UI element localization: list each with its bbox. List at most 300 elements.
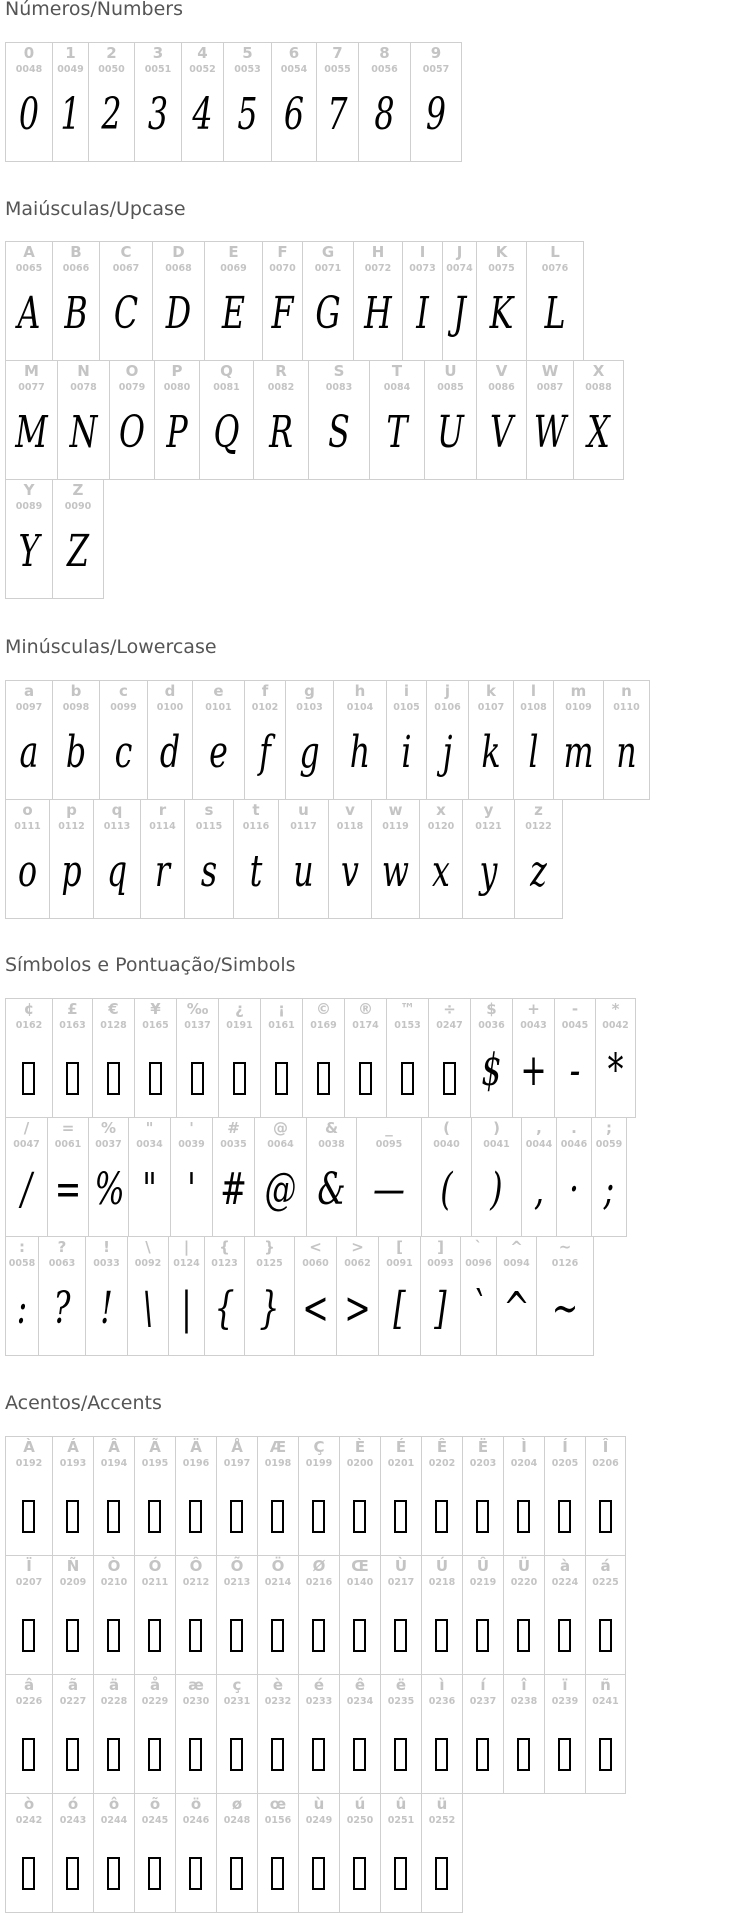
glyph-character-label: V [495,362,508,380]
glyph-cell [52,42,89,162]
glyph-character-label: ' [189,1119,194,1137]
glyph-character-label: k [486,682,496,700]
handwritten-glyph: E [221,288,246,339]
glyph-character-label: æ [188,1676,204,1694]
handwritten-glyph: , [533,1164,545,1215]
glyph-cell [573,360,624,480]
glyph-cell [223,42,272,162]
missing-glyph-box [148,1738,161,1771]
missing-glyph-box [435,1857,448,1890]
glyph-character-label: v [345,801,355,819]
glyph-code-label: 0226 [15,1696,43,1707]
glyph-code-label: 0101 [205,702,232,713]
handwritten-glyph: G [315,288,341,339]
glyph-code-label: 0137 [184,1020,211,1031]
missing-glyph-box [271,1500,284,1533]
glyph-code-label: 0165 [142,1020,169,1031]
glyph-cell [175,1674,217,1794]
glyph-character-label: | [183,1238,190,1256]
missing-glyph-box [517,1500,530,1533]
glyph-cell [176,998,219,1118]
glyph-cell [47,1117,89,1237]
glyph-cell [134,1674,176,1794]
glyph-cell [154,360,200,480]
glyph-code-label: 0049 [57,64,84,75]
glyph-cell [460,1236,497,1356]
handwritten-glyph: W [533,407,567,458]
handwritten-glyph: \ [142,1283,154,1334]
handwritten-glyph: $ [481,1045,502,1096]
glyph-character-label: m [570,682,587,700]
glyph-cell [49,799,94,919]
glyph-cell [328,799,372,919]
glyph-code-label: 0045 [561,1020,589,1031]
glyph-character-label: X [592,362,605,380]
missing-glyph-box [271,1619,284,1652]
glyph-character-label: À [23,1438,35,1456]
glyph-cell [257,1436,299,1556]
glyph-code-label: 0247 [436,1020,463,1031]
glyph-cell [462,799,515,919]
missing-glyph-box [435,1500,448,1533]
glyph-cell [585,1436,626,1556]
glyph-cell [88,42,135,162]
glyph-code-label: 0098 [62,702,90,713]
glyph-code-label: 0053 [234,64,261,75]
missing-glyph-box [394,1619,407,1652]
handwritten-glyph: { [214,1283,235,1334]
glyph-code-label: 0035 [220,1139,247,1150]
glyph-code-label: 0112 [58,821,85,832]
glyph-cell [536,1236,594,1356]
glyph-code-label: 0196 [182,1458,210,1469]
glyph-cell [52,241,100,361]
glyph-code-label: 0084 [383,382,411,393]
handwritten-glyph: x [432,846,450,897]
glyph-cell [216,1436,258,1556]
glyph-character-label: p [66,801,77,819]
glyph-character-label: œ [269,1795,287,1813]
glyph-character-label: ü [436,1795,448,1813]
missing-glyph-box [22,1619,35,1652]
glyph-cell [316,42,359,162]
glyph-cell [134,998,177,1118]
glyph-cell [380,1674,422,1794]
glyph-code-label: 0072 [364,263,392,274]
glyph-cell [52,998,93,1118]
glyph-character-label: Í [562,1438,568,1456]
glyph-code-label: 0220 [510,1577,538,1588]
missing-glyph-box [359,1062,372,1095]
glyph-cell [421,1674,463,1794]
glyph-character-label: ÷ [443,1000,456,1018]
glyph-character-label: ï [562,1676,568,1694]
glyph-cell [421,1436,463,1556]
glyph-code-label: 0063 [48,1258,76,1269]
glyph-cell [278,799,329,919]
handwritten-glyph: · [568,1164,580,1215]
glyph-code-label: 0232 [264,1696,292,1707]
missing-glyph-box [149,1062,162,1095]
handwritten-glyph: O [119,407,145,458]
glyph-cell [333,680,387,800]
glyph-character-label: Ù [394,1557,408,1575]
glyph-character-label: J [456,243,463,261]
handwritten-glyph: y [479,846,498,897]
glyph-code-label: 0060 [302,1258,329,1269]
handwritten-glyph: C [113,288,139,339]
glyph-cell [233,799,279,919]
glyph-code-label: 0052 [189,64,216,75]
missing-glyph-box [107,1062,120,1095]
glyph-cell [339,1674,381,1794]
handwritten-glyph: ? [53,1283,71,1334]
glyph-character-label: 5 [242,44,253,62]
glyph-code-label: 0205 [551,1458,579,1469]
glyph-code-label: 0097 [15,702,43,713]
missing-glyph-box [22,1062,35,1095]
glyph-cell [127,1236,169,1356]
glyph-character-label: _ [385,1119,393,1137]
handwritten-glyph: ! [100,1283,113,1334]
glyph-code-label: 0115 [195,821,223,832]
glyph-code-label: 0192 [15,1458,43,1469]
glyph-code-label: 0193 [59,1458,87,1469]
glyph-cell [298,1793,340,1913]
glyph-character-label: Ô [189,1557,203,1575]
glyph-code-label: 0037 [95,1139,122,1150]
glyph-code-label: 0206 [592,1458,619,1469]
glyph-code-label: 0091 [386,1258,413,1269]
glyph-character-label: { [219,1238,230,1256]
glyph-code-label: 0078 [70,382,97,393]
glyph-character-label: 8 [379,44,390,62]
glyph-cell [93,1793,135,1913]
missing-glyph-box [353,1500,366,1533]
glyph-character-label: I [419,243,426,261]
glyph-character-label: Ó [148,1557,162,1575]
missing-glyph-box [189,1619,202,1652]
glyph-cell [253,360,309,480]
glyph-character-label: A [23,243,35,261]
handwritten-glyph: [ [393,1283,406,1334]
glyph-character-label: ] [437,1238,444,1256]
glyph-cell [306,1117,357,1237]
glyph-code-label: 0106 [434,702,461,713]
glyph-cell [204,241,263,361]
glyph-character-label: ? [57,1238,67,1256]
glyph-character-label: d [164,682,176,700]
glyph-cell [88,1117,129,1237]
handwritten-glyph: f [259,727,271,778]
glyph-code-label: 0120 [427,821,455,832]
glyph-character-label: Û [476,1557,490,1575]
handwritten-glyph: 4 [192,89,213,140]
handwritten-glyph: s [200,846,218,897]
handwritten-glyph: ~ [551,1283,579,1334]
glyph-code-label: 0203 [469,1458,497,1469]
glyph-character-label: 9 [430,44,442,62]
handwritten-glyph: h [349,727,371,778]
glyph-code-label: 0062 [344,1258,371,1269]
glyph-character-label: ú [354,1795,366,1813]
glyph-code-label: 0216 [305,1577,333,1588]
missing-glyph-box [312,1738,325,1771]
missing-glyph-box [353,1857,366,1890]
glyph-character-label: h [354,682,366,700]
glyph-code-label: 0204 [510,1458,538,1469]
glyph-code-label: 0212 [182,1577,210,1588]
handwritten-glyph: 1 [60,89,81,140]
glyph-character-label: õ [149,1795,161,1813]
handwritten-glyph: u [293,846,314,897]
handwritten-glyph: L [544,288,566,339]
glyph-code-label: 0237 [469,1696,497,1707]
glyph-character-label: H [371,243,385,261]
glyph-cell [216,1674,258,1794]
glyph-character-label: Â [108,1438,120,1456]
glyph-character-label: Ç [313,1438,325,1456]
glyph-code-label: 0248 [223,1815,251,1826]
glyph-character-label: q [111,801,123,819]
glyph-character-label: á [600,1557,611,1575]
glyph-cell [99,241,153,361]
glyph-code-label: 0195 [141,1458,169,1469]
glyph-code-label: 0110 [613,702,640,713]
glyph-character-label: È [354,1438,366,1456]
missing-glyph-box [599,1619,612,1652]
glyph-code-label: 0198 [264,1458,292,1469]
glyph-code-label: 0229 [141,1696,169,1707]
handwritten-glyph: V [490,407,513,458]
glyph-cell [5,1236,39,1356]
glyph-cell [308,360,370,480]
glyph-cell [85,1236,128,1356]
section-title-lowercase: Minúsculas/Lowercase [5,636,217,658]
missing-glyph-box [233,1062,246,1095]
glyph-character-label: Ä [190,1438,202,1456]
glyph-code-label: 0234 [346,1696,374,1707]
glyph-code-label: 0209 [59,1577,87,1588]
glyph-cell [420,1236,461,1356]
handwritten-glyph: — [373,1164,405,1215]
glyph-code-label: 0043 [520,1020,547,1031]
handwritten-glyph: J [453,288,466,339]
glyph-character-label: Æ [269,1438,287,1456]
glyph-character-label: å [149,1676,161,1694]
glyph-code-label: 0250 [346,1815,374,1826]
handwritten-glyph: A [17,288,41,339]
handwritten-glyph: - [569,1045,581,1096]
glyph-cell [212,1117,255,1237]
glyph-cell [358,42,411,162]
glyph-character-label: r [158,801,167,819]
glyph-code-label: 0033 [93,1258,120,1269]
glyph-code-label: 0046 [560,1139,588,1150]
glyph-cell [302,998,345,1118]
glyph-cell [147,680,193,800]
missing-glyph-box [66,1500,79,1533]
glyph-code-label: 0210 [100,1577,128,1588]
missing-glyph-box [394,1738,407,1771]
glyph-character-label: í [480,1676,486,1694]
glyph-cell [152,241,205,361]
glyph-cell [356,1117,422,1237]
glyph-cell [424,360,477,480]
glyph-cell [371,799,420,919]
glyph-character-label: l [530,682,537,700]
handwritten-glyph: z [530,846,547,897]
glyph-character-label: Y [23,481,35,499]
glyph-code-label: 0244 [100,1815,128,1826]
handwritten-glyph: H [364,288,392,339]
glyph-character-label: Ò [107,1557,121,1575]
glyph-cell [521,1117,557,1237]
handwritten-glyph: F [271,288,294,339]
glyph-code-label: 0066 [62,263,90,274]
glyph-code-label: 0201 [387,1458,415,1469]
missing-glyph-box [353,1619,366,1652]
glyph-cell [339,1793,381,1913]
glyph-code-label: 0123 [211,1258,238,1269]
glyph-character-label: f [261,682,269,700]
glyph-code-label: 0161 [268,1020,295,1031]
glyph-code-label: 0055 [324,64,351,75]
glyph-code-label: 0207 [15,1577,43,1588]
glyph-code-label: 0034 [136,1139,163,1150]
glyph-code-label: 0199 [305,1458,333,1469]
glyph-code-label: 0153 [394,1020,421,1031]
glyph-code-label: 0086 [488,382,515,393]
glyph-character-label: N [77,362,90,380]
glyph-code-label: 0174 [352,1020,379,1031]
glyph-cell [168,1236,205,1356]
glyph-character-label: ø [231,1795,243,1813]
handwritten-glyph: & [317,1164,346,1215]
glyph-code-label: 0243 [59,1815,87,1826]
glyph-cell [128,1117,171,1237]
glyph-cell [544,1436,586,1556]
glyph-character-label: 6 [288,44,300,62]
handwritten-glyph: a [19,727,39,778]
glyph-code-label: 0069 [220,263,247,274]
glyph-character-label: Ã [149,1438,161,1456]
glyph-cell [386,680,427,800]
glyph-character-label: " [145,1119,154,1137]
glyph-code-label: 0121 [475,821,502,832]
glyph-character-label: Ö [271,1557,285,1575]
glyph-cell [378,1236,421,1356]
glyph-code-label: 0105 [393,702,420,713]
glyph-character-label: t [252,801,260,819]
handwritten-glyph: < [302,1283,329,1334]
missing-glyph-box [558,1500,571,1533]
missing-glyph-box [148,1619,161,1652]
glyph-code-label: 0047 [13,1139,40,1150]
glyph-cell [496,1236,537,1356]
glyph-code-label: 0087 [536,382,564,393]
glyph-character-label: x [436,801,446,819]
glyph-character-label: ~ [558,1238,572,1256]
handwritten-glyph: " [142,1164,157,1215]
glyph-code-label: 0051 [144,64,172,75]
glyph-code-label: 0094 [503,1258,530,1269]
handwritten-glyph: i [401,727,412,778]
glyph-cell [5,1436,53,1556]
glyph-cell [421,1793,463,1913]
glyph-character-label: G [321,243,335,261]
glyph-cell [503,1436,545,1556]
glyph-character-label: £ [67,1000,78,1018]
glyph-cell [585,1674,626,1794]
missing-glyph-box [66,1738,79,1771]
glyph-character-label: ö [190,1795,202,1813]
glyph-character-label: & [324,1119,339,1137]
glyph-character-label: Q [220,362,233,380]
glyph-cell [92,998,135,1118]
glyph-code-label: 0073 [409,263,436,274]
handwritten-glyph: ` [470,1283,487,1334]
glyph-code-label: 0109 [565,702,592,713]
glyph-code-label: 0093 [427,1258,454,1269]
glyph-code-label: 0059 [595,1139,623,1150]
glyph-code-label: 0242 [15,1815,43,1826]
glyph-code-label: 0081 [213,382,240,393]
glyph-character-label: Ê [436,1438,448,1456]
glyph-code-label: 0227 [59,1696,87,1707]
handwritten-glyph: 2 [101,89,122,140]
handwritten-glyph: ) [490,1164,503,1215]
glyph-cell [5,998,53,1118]
missing-glyph-box [66,1062,79,1095]
glyph-cell [52,479,104,599]
glyph-cell [257,1555,299,1675]
glyph-code-label: 0102 [251,702,279,713]
handwritten-glyph: U [437,407,464,458]
section-title-numbers: Números/Numbers [5,0,183,20]
handwritten-glyph: T [386,407,408,458]
handwritten-glyph: M [15,407,48,458]
handwritten-glyph: m [563,727,594,778]
glyph-character-label: Õ [230,1557,244,1575]
glyph-code-label: 0100 [156,702,184,713]
glyph-character-label: e [213,682,224,700]
missing-glyph-box [22,1738,35,1771]
glyph-cell [476,241,527,361]
glyph-character-label: : [19,1238,25,1256]
glyph-character-label: Ì [521,1438,527,1456]
glyph-cell [503,1674,545,1794]
glyph-cell [5,1117,48,1237]
glyph-code-label: 0067 [112,263,140,274]
missing-glyph-box [148,1500,161,1533]
handwritten-glyph: 7 [327,89,348,140]
glyph-character-label: [ [396,1238,403,1256]
missing-glyph-box [435,1619,448,1652]
glyph-cell [52,1555,94,1675]
glyph-character-label: b [70,682,82,700]
glyph-character-label: ¡ [278,1000,285,1018]
glyph-character-label: P [171,362,183,380]
glyph-character-label: n [621,682,632,700]
handwritten-glyph: * [607,1045,624,1096]
glyph-code-label: 0088 [585,382,612,393]
glyph-character-label: / [23,1119,30,1137]
glyph-code-label: 0202 [428,1458,456,1469]
glyph-cell [181,42,224,162]
missing-glyph-box [107,1738,120,1771]
glyph-character-label: ó [67,1795,79,1813]
